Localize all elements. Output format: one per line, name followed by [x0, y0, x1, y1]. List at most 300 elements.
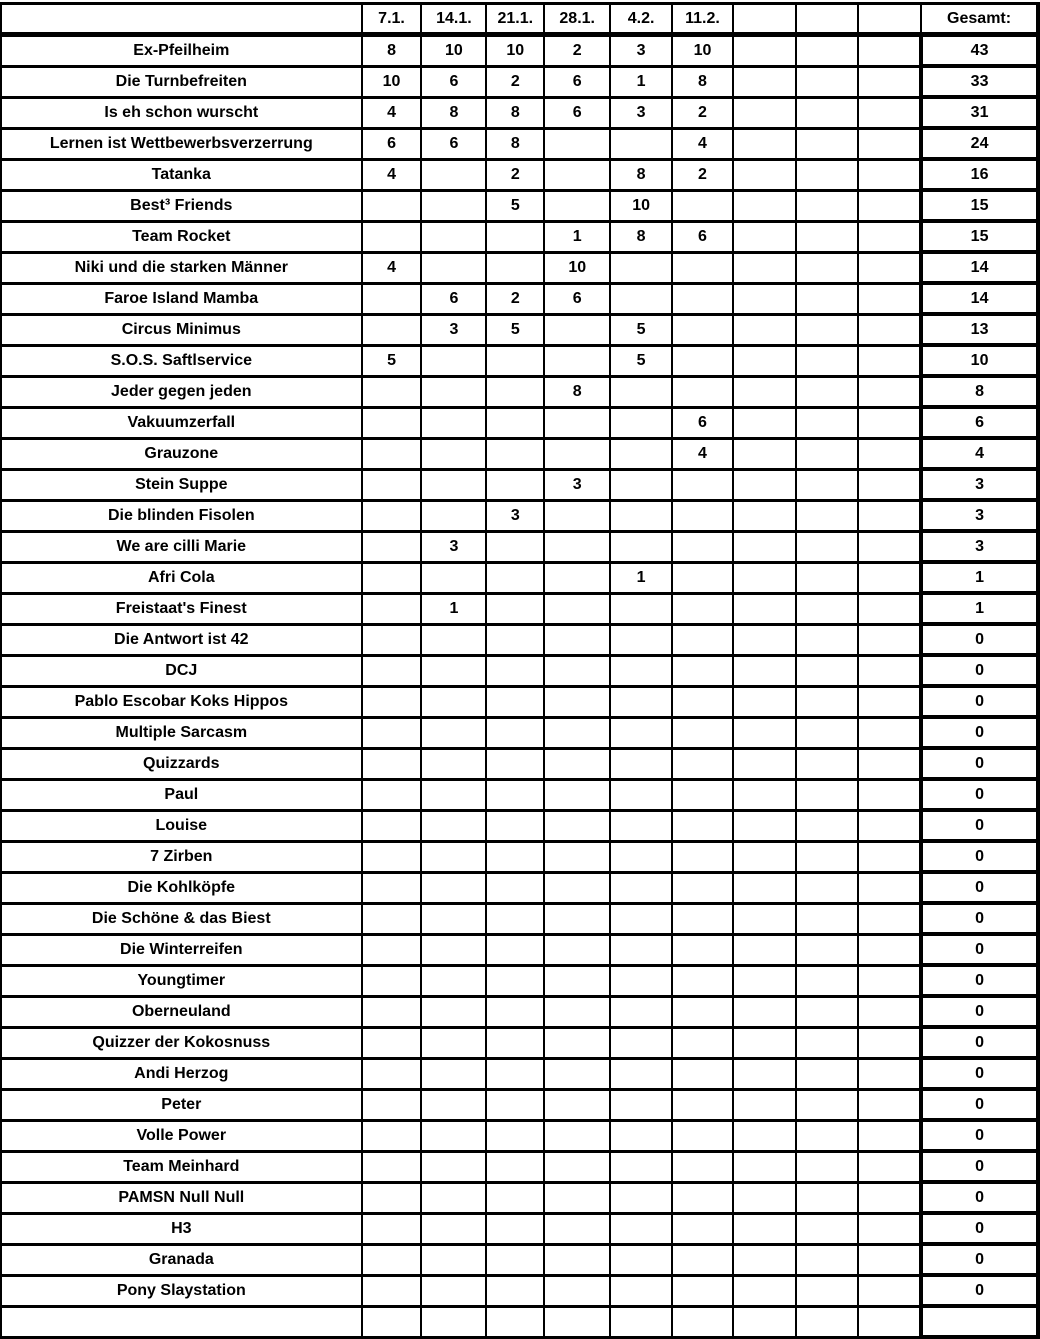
team-name-cell: Vakuumzerfall — [1, 407, 362, 438]
spacer-cell — [858, 686, 921, 717]
score-cell — [610, 1027, 672, 1058]
total-cell: 14 — [921, 252, 1038, 283]
score-cell — [672, 872, 733, 903]
score-cell — [421, 686, 486, 717]
spacer-cell — [858, 624, 921, 655]
score-cell — [486, 593, 544, 624]
spacer-cell — [733, 531, 796, 562]
score-cell — [486, 872, 544, 903]
score-cell — [362, 376, 422, 407]
spacer-cell — [796, 190, 859, 221]
score-cell — [362, 779, 422, 810]
score-cell — [544, 1027, 610, 1058]
table-row — [1, 810, 1038, 841]
spacer-cell — [796, 1182, 859, 1213]
total-cell: 0 — [921, 1244, 1038, 1275]
score-cell — [362, 686, 422, 717]
score-cell — [421, 407, 486, 438]
spacer-cell — [858, 438, 921, 469]
spacer-cell — [733, 1213, 796, 1244]
table-row — [1, 66, 1038, 97]
score-cell — [610, 717, 672, 748]
spacer-cell — [858, 1275, 921, 1306]
score-cell — [672, 345, 733, 376]
team-name-cell: Die Schöne & das Biest — [1, 903, 362, 934]
team-name-cell: Multiple Sarcasm — [1, 717, 362, 748]
score-cell: 4 — [362, 97, 422, 128]
spacer-cell — [796, 469, 859, 500]
spacer-cell — [733, 314, 796, 345]
score-cell: 6 — [362, 128, 422, 159]
score-cell: 1 — [544, 221, 610, 252]
score-cell — [421, 221, 486, 252]
team-name-cell: Quizzer der Kokosnuss — [1, 1027, 362, 1058]
total-column-header: Gesamt: — [921, 4, 1038, 35]
team-name-cell: We are cilli Marie — [1, 531, 362, 562]
score-cell — [544, 1089, 610, 1120]
table-row — [1, 128, 1038, 159]
score-cell: 4 — [672, 128, 733, 159]
score-cell — [544, 996, 610, 1027]
score-cell — [672, 593, 733, 624]
score-cell — [672, 190, 733, 221]
spacer-cell — [796, 655, 859, 686]
spacer-cell — [733, 345, 796, 376]
total-cell: 0 — [921, 965, 1038, 996]
team-name-cell: Jeder gegen jeden — [1, 376, 362, 407]
score-cell — [544, 531, 610, 562]
score-cell — [486, 407, 544, 438]
table-row — [1, 1027, 1038, 1058]
score-cell — [486, 221, 544, 252]
score-cell — [672, 841, 733, 872]
score-cell — [421, 252, 486, 283]
spacer-cell — [796, 1120, 859, 1151]
table-row — [1, 965, 1038, 996]
spacer-cell — [733, 1027, 796, 1058]
total-cell: 33 — [921, 66, 1038, 97]
spacer-cell — [858, 35, 921, 67]
score-cell — [610, 1275, 672, 1306]
score-cell — [421, 190, 486, 221]
score-cell — [610, 1089, 672, 1120]
spacer-cell — [858, 1151, 921, 1182]
score-cell: 10 — [544, 252, 610, 283]
total-cell: 0 — [921, 841, 1038, 872]
spacer-cell — [733, 779, 796, 810]
score-cell — [421, 159, 486, 190]
score-cell — [544, 407, 610, 438]
spacer-cell — [796, 1275, 859, 1306]
score-table-body — [1, 35, 1038, 1338]
score-cell: 2 — [544, 35, 610, 67]
date-column-header: 21.1. — [486, 4, 544, 35]
spacer-cell — [796, 500, 859, 531]
spacer-cell — [858, 779, 921, 810]
spacer-cell — [733, 717, 796, 748]
spacer-cell — [733, 1275, 796, 1306]
score-cell — [421, 779, 486, 810]
total-cell: 0 — [921, 1213, 1038, 1244]
score-cell — [610, 1058, 672, 1089]
date-column-header: 7.1. — [362, 4, 422, 35]
score-cell — [672, 779, 733, 810]
team-name-cell: PAMSN Null Null — [1, 1182, 362, 1213]
spacer-cell — [796, 159, 859, 190]
score-cell: 10 — [486, 35, 544, 67]
spacer-cell — [858, 469, 921, 500]
score-cell — [421, 438, 486, 469]
empty-cell — [544, 1306, 610, 1337]
table-row — [1, 562, 1038, 593]
score-cell — [544, 1151, 610, 1182]
empty-cell — [858, 1306, 921, 1337]
team-name-cell: Quizzards — [1, 748, 362, 779]
team-name-cell: Stein Suppe — [1, 469, 362, 500]
score-cell: 8 — [486, 128, 544, 159]
score-cell — [672, 1027, 733, 1058]
total-cell: 0 — [921, 1275, 1038, 1306]
spacer-cell — [796, 128, 859, 159]
spacer-cell — [858, 66, 921, 97]
team-name-cell: Tatanka — [1, 159, 362, 190]
total-cell — [921, 1306, 1038, 1337]
team-name-cell: Lernen ist Wettbewerbsverzerrung — [1, 128, 362, 159]
score-cell — [486, 779, 544, 810]
score-cell — [421, 1089, 486, 1120]
spacer-cell — [796, 624, 859, 655]
spacer-cell — [796, 872, 859, 903]
score-cell — [544, 593, 610, 624]
score-cell — [672, 1089, 733, 1120]
score-cell — [421, 500, 486, 531]
date-column-header: 11.2. — [672, 4, 733, 35]
score-cell — [672, 376, 733, 407]
spacer-cell — [796, 35, 859, 67]
score-cell — [486, 1151, 544, 1182]
team-name-cell: Is eh schon wurscht — [1, 97, 362, 128]
score-cell — [544, 500, 610, 531]
table-row — [1, 934, 1038, 965]
score-cell — [610, 593, 672, 624]
score-cell — [486, 562, 544, 593]
score-cell — [362, 810, 422, 841]
spacer-cell — [733, 159, 796, 190]
score-cell — [544, 128, 610, 159]
spacer-cell — [796, 1058, 859, 1089]
team-name-cell: Ex-Pfeilheim — [1, 35, 362, 67]
score-cell — [610, 655, 672, 686]
score-cell — [362, 903, 422, 934]
spacer-cell — [796, 407, 859, 438]
score-cell — [486, 438, 544, 469]
team-name-cell: Pony Slaystation — [1, 1275, 362, 1306]
score-cell — [362, 934, 422, 965]
team-name-cell: Louise — [1, 810, 362, 841]
score-cell — [610, 748, 672, 779]
score-cell — [486, 686, 544, 717]
spacer-cell — [796, 1027, 859, 1058]
spacer-cell — [858, 376, 921, 407]
score-cell: 8 — [610, 159, 672, 190]
total-cell: 0 — [921, 1120, 1038, 1151]
date-column-header: 14.1. — [421, 4, 486, 35]
score-cell: 2 — [486, 66, 544, 97]
score-cell — [610, 376, 672, 407]
score-cell — [362, 1058, 422, 1089]
table-row — [1, 1182, 1038, 1213]
team-name-cell: Andi Herzog — [1, 1058, 362, 1089]
score-cell — [421, 345, 486, 376]
score-cell — [544, 624, 610, 655]
score-cell: 3 — [544, 469, 610, 500]
score-cell — [544, 1120, 610, 1151]
spacer-cell — [796, 345, 859, 376]
spacer-cell — [858, 1120, 921, 1151]
spacer-cell — [733, 283, 796, 314]
spacer-cell — [733, 500, 796, 531]
score-cell — [486, 469, 544, 500]
spacer-cell — [733, 35, 796, 67]
score-cell — [610, 283, 672, 314]
score-cell — [362, 1120, 422, 1151]
score-cell: 6 — [421, 66, 486, 97]
score-cell — [362, 562, 422, 593]
score-cell — [672, 1182, 733, 1213]
score-cell: 5 — [362, 345, 422, 376]
spacer-cell — [796, 1244, 859, 1275]
table-row — [1, 190, 1038, 221]
empty-cell — [486, 1306, 544, 1337]
spacer-cell — [733, 934, 796, 965]
table-row — [1, 1213, 1038, 1244]
table-row — [1, 469, 1038, 500]
score-cell — [362, 1275, 422, 1306]
score-cell — [486, 345, 544, 376]
score-cell — [610, 128, 672, 159]
score-cell — [486, 655, 544, 686]
score-cell — [362, 1213, 422, 1244]
team-name-cell: Freistaat's Finest — [1, 593, 362, 624]
score-cell — [672, 810, 733, 841]
score-cell — [544, 841, 610, 872]
team-name-cell: Paul — [1, 779, 362, 810]
score-cell — [486, 1058, 544, 1089]
score-cell — [362, 996, 422, 1027]
empty-cell — [733, 1306, 796, 1337]
score-cell — [610, 252, 672, 283]
table-row — [1, 624, 1038, 655]
spacer-cell — [858, 159, 921, 190]
spacer-cell — [796, 438, 859, 469]
table-row — [1, 1151, 1038, 1182]
score-cell — [544, 872, 610, 903]
score-cell — [362, 841, 422, 872]
spacer-cell — [733, 1182, 796, 1213]
total-cell: 0 — [921, 748, 1038, 779]
score-cell: 8 — [672, 66, 733, 97]
team-name-cell: Circus Minimus — [1, 314, 362, 345]
score-cell — [362, 655, 422, 686]
total-cell: 0 — [921, 717, 1038, 748]
score-cell: 5 — [610, 345, 672, 376]
score-cell — [672, 500, 733, 531]
spacer-cell — [796, 779, 859, 810]
score-cell — [421, 1151, 486, 1182]
score-cell — [486, 531, 544, 562]
score-cell — [486, 252, 544, 283]
score-cell — [610, 1244, 672, 1275]
score-cell — [544, 159, 610, 190]
total-cell: 0 — [921, 655, 1038, 686]
spacer-cell — [796, 748, 859, 779]
score-cell — [421, 376, 486, 407]
spacer-cell — [733, 686, 796, 717]
spacer-cell — [733, 221, 796, 252]
score-cell — [544, 810, 610, 841]
score-cell — [672, 283, 733, 314]
spacer-cell — [858, 810, 921, 841]
score-cell — [421, 1027, 486, 1058]
score-cell: 6 — [672, 221, 733, 252]
table-row — [1, 283, 1038, 314]
score-cell: 2 — [486, 159, 544, 190]
score-cell — [672, 686, 733, 717]
spacer-cell — [858, 128, 921, 159]
total-cell: 10 — [921, 345, 1038, 376]
score-cell — [486, 717, 544, 748]
score-cell: 10 — [421, 35, 486, 67]
spacer-cell — [858, 562, 921, 593]
score-cell — [486, 903, 544, 934]
empty-cell — [421, 1306, 486, 1337]
score-cell: 6 — [544, 283, 610, 314]
table-row — [1, 97, 1038, 128]
score-cell — [610, 469, 672, 500]
team-name-cell: Volle Power — [1, 1120, 362, 1151]
total-cell: 8 — [921, 376, 1038, 407]
score-cell — [672, 252, 733, 283]
score-cell — [672, 748, 733, 779]
spacer-cell — [796, 252, 859, 283]
score-cell — [672, 655, 733, 686]
score-cell: 10 — [362, 66, 422, 97]
spacer-cell — [858, 934, 921, 965]
score-cell — [544, 1182, 610, 1213]
spacer-cell — [733, 1151, 796, 1182]
score-cell — [421, 1058, 486, 1089]
spacer-cell — [796, 531, 859, 562]
spacer-cell — [796, 221, 859, 252]
score-cell — [421, 1213, 486, 1244]
team-name-cell: S.O.S. Saftlservice — [1, 345, 362, 376]
total-cell: 0 — [921, 1058, 1038, 1089]
spacer-cell — [733, 996, 796, 1027]
score-cell — [421, 562, 486, 593]
spacer-cell — [796, 717, 859, 748]
spacer-cell — [796, 97, 859, 128]
total-cell: 0 — [921, 1089, 1038, 1120]
total-cell: 1 — [921, 562, 1038, 593]
empty-cell — [362, 1306, 422, 1337]
table-row — [1, 872, 1038, 903]
team-name-cell: DCJ — [1, 655, 362, 686]
spacer-cell — [796, 283, 859, 314]
score-cell: 4 — [362, 159, 422, 190]
score-cell — [486, 965, 544, 996]
score-cell — [421, 903, 486, 934]
spacer-column-header — [733, 4, 796, 35]
spacer-cell — [858, 345, 921, 376]
team-name-cell: Faroe Island Mamba — [1, 283, 362, 314]
spacer-cell — [858, 841, 921, 872]
score-cell: 3 — [610, 97, 672, 128]
empty-cell — [610, 1306, 672, 1337]
score-cell — [610, 407, 672, 438]
score-cell — [610, 624, 672, 655]
score-cell — [362, 965, 422, 996]
total-cell: 43 — [921, 35, 1038, 67]
score-cell — [672, 1120, 733, 1151]
score-cell — [672, 562, 733, 593]
score-cell — [544, 934, 610, 965]
score-cell — [421, 1182, 486, 1213]
score-cell — [362, 748, 422, 779]
spacer-cell — [733, 469, 796, 500]
score-cell — [421, 810, 486, 841]
score-cell — [544, 1275, 610, 1306]
score-cell — [421, 996, 486, 1027]
score-cell — [421, 872, 486, 903]
total-cell: 4 — [921, 438, 1038, 469]
spacer-cell — [733, 562, 796, 593]
spacer-cell — [733, 97, 796, 128]
score-cell — [362, 500, 422, 531]
spacer-cell — [733, 376, 796, 407]
score-cell — [362, 1027, 422, 1058]
score-cell — [486, 1027, 544, 1058]
spacer-column-header — [858, 4, 921, 35]
score-cell — [486, 1089, 544, 1120]
score-cell — [672, 624, 733, 655]
total-cell: 0 — [921, 779, 1038, 810]
score-cell — [544, 562, 610, 593]
team-name-cell: Granada — [1, 1244, 362, 1275]
score-cell: 3 — [421, 531, 486, 562]
team-name-cell: Die Kohlköpfe — [1, 872, 362, 903]
spacer-cell — [796, 841, 859, 872]
table-row — [1, 1120, 1038, 1151]
spacer-cell — [796, 1151, 859, 1182]
spacer-cell — [796, 965, 859, 996]
table-row — [1, 841, 1038, 872]
score-cell: 6 — [421, 128, 486, 159]
score-cell — [544, 903, 610, 934]
spacer-cell — [858, 872, 921, 903]
score-cell — [362, 1089, 422, 1120]
score-cell — [486, 1275, 544, 1306]
score-cell — [672, 903, 733, 934]
score-cell — [610, 779, 672, 810]
score-cell — [672, 1275, 733, 1306]
spacer-cell — [796, 996, 859, 1027]
spacer-column-header — [796, 4, 859, 35]
empty-cell — [672, 1306, 733, 1337]
spacer-cell — [796, 903, 859, 934]
total-cell: 1 — [921, 593, 1038, 624]
spacer-cell — [858, 500, 921, 531]
spacer-cell — [733, 438, 796, 469]
